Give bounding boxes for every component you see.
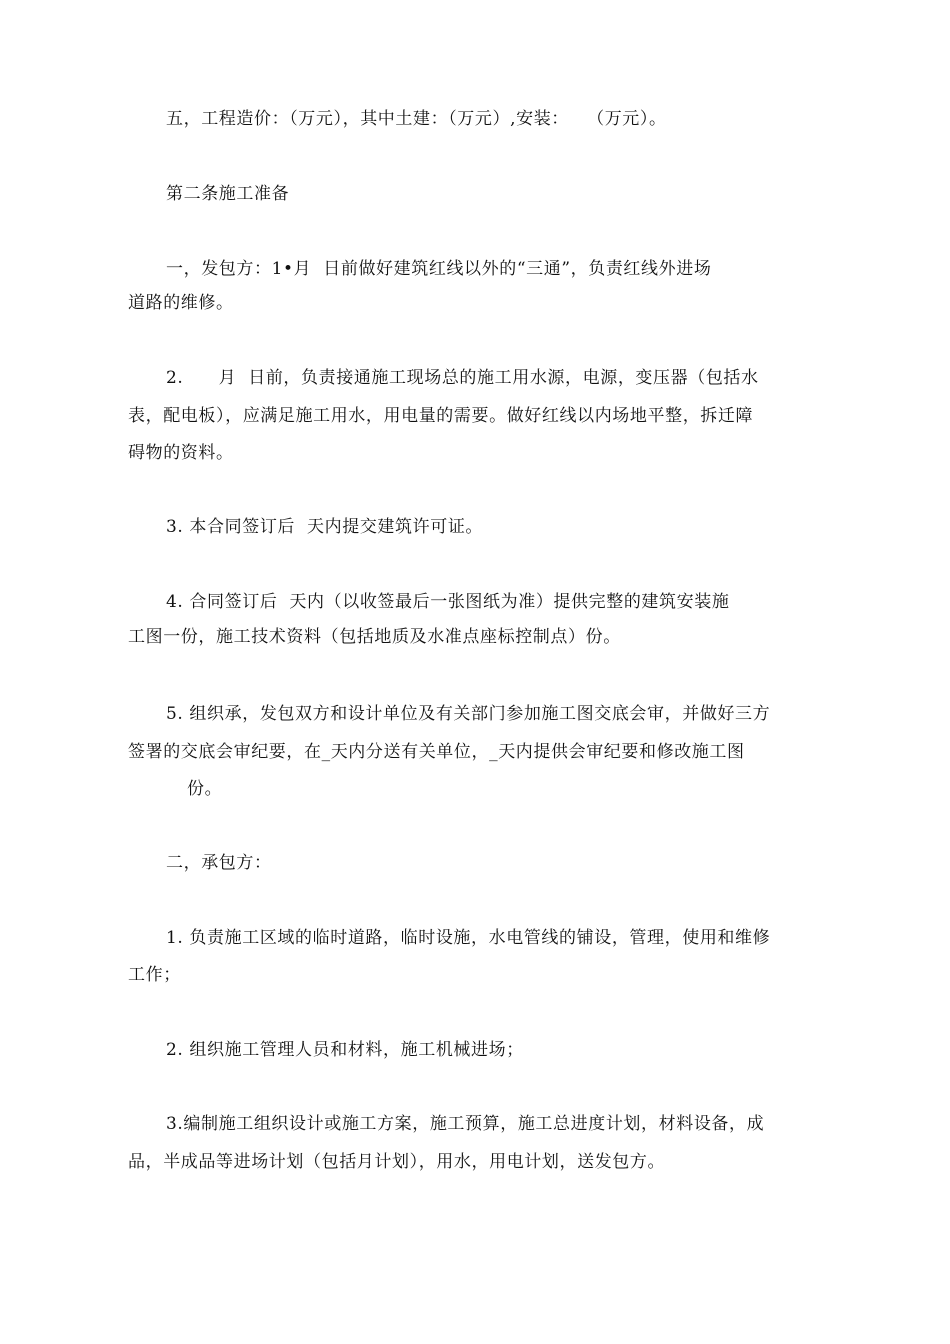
paragraph-line: 工图一份，施工技术资料（包括地质及水准点座标控制点）份。 — [128, 627, 621, 647]
section-heading-contractor: 二，承包方： — [166, 853, 272, 873]
section-heading-construction-prep: 第二条施工准备 — [166, 184, 290, 204]
paragraph-line: 一，发包方：1•月 日前做好建筑红线以外的“三通”，负责红线外进场 — [166, 259, 712, 279]
paragraph-line: 4. 合同签订后 天内（以收签最后一张图纸为准）提供完整的建筑安装施 — [166, 592, 730, 612]
paragraph-line: 3.编制施工组织设计或施工方案，施工预算，施工总进度计划，材料设备，成 — [166, 1114, 765, 1134]
paragraph-line: 表，配电板），应满足施工用水，用电量的需要。做好红线以内场地平整，拆迁障 — [128, 406, 754, 426]
paragraph-line: 份。 — [187, 779, 223, 799]
clause-project-cost: 五，工程造价：（万元），其中土建：（万元）,安装： （万元）。 — [166, 109, 667, 129]
paragraph-line: 签署的交底会审纪要，在_天内分送有关单位，_天内提供会审纪要和修改施工图 — [128, 742, 745, 762]
paragraph-line: 5. 组织承，发包双方和设计单位及有关部门参加施工图交底会审，并做好三方 — [166, 704, 771, 724]
paragraph-line: 工作； — [128, 965, 181, 985]
paragraph-line: 品，半成品等进场计划（包括月计划），用水，用电计划，送发包方。 — [128, 1152, 666, 1172]
paragraph-line: 2. 月 日前，负责接通施工现场总的施工用水源，电源，变压器（包括水 — [166, 368, 759, 388]
paragraph-line: 1. 负责施工区域的临时道路，临时设施，水电管线的铺设，管理，使用和维修 — [166, 928, 771, 948]
paragraph-line: 道路的维修。 — [128, 293, 234, 313]
paragraph-line: 3. 本合同签订后 天内提交建筑许可证。 — [166, 517, 484, 537]
paragraph-line: 2. 组织施工管理人员和材料，施工机械进场； — [166, 1040, 524, 1060]
paragraph-line: 碍物的资料。 — [128, 443, 234, 463]
